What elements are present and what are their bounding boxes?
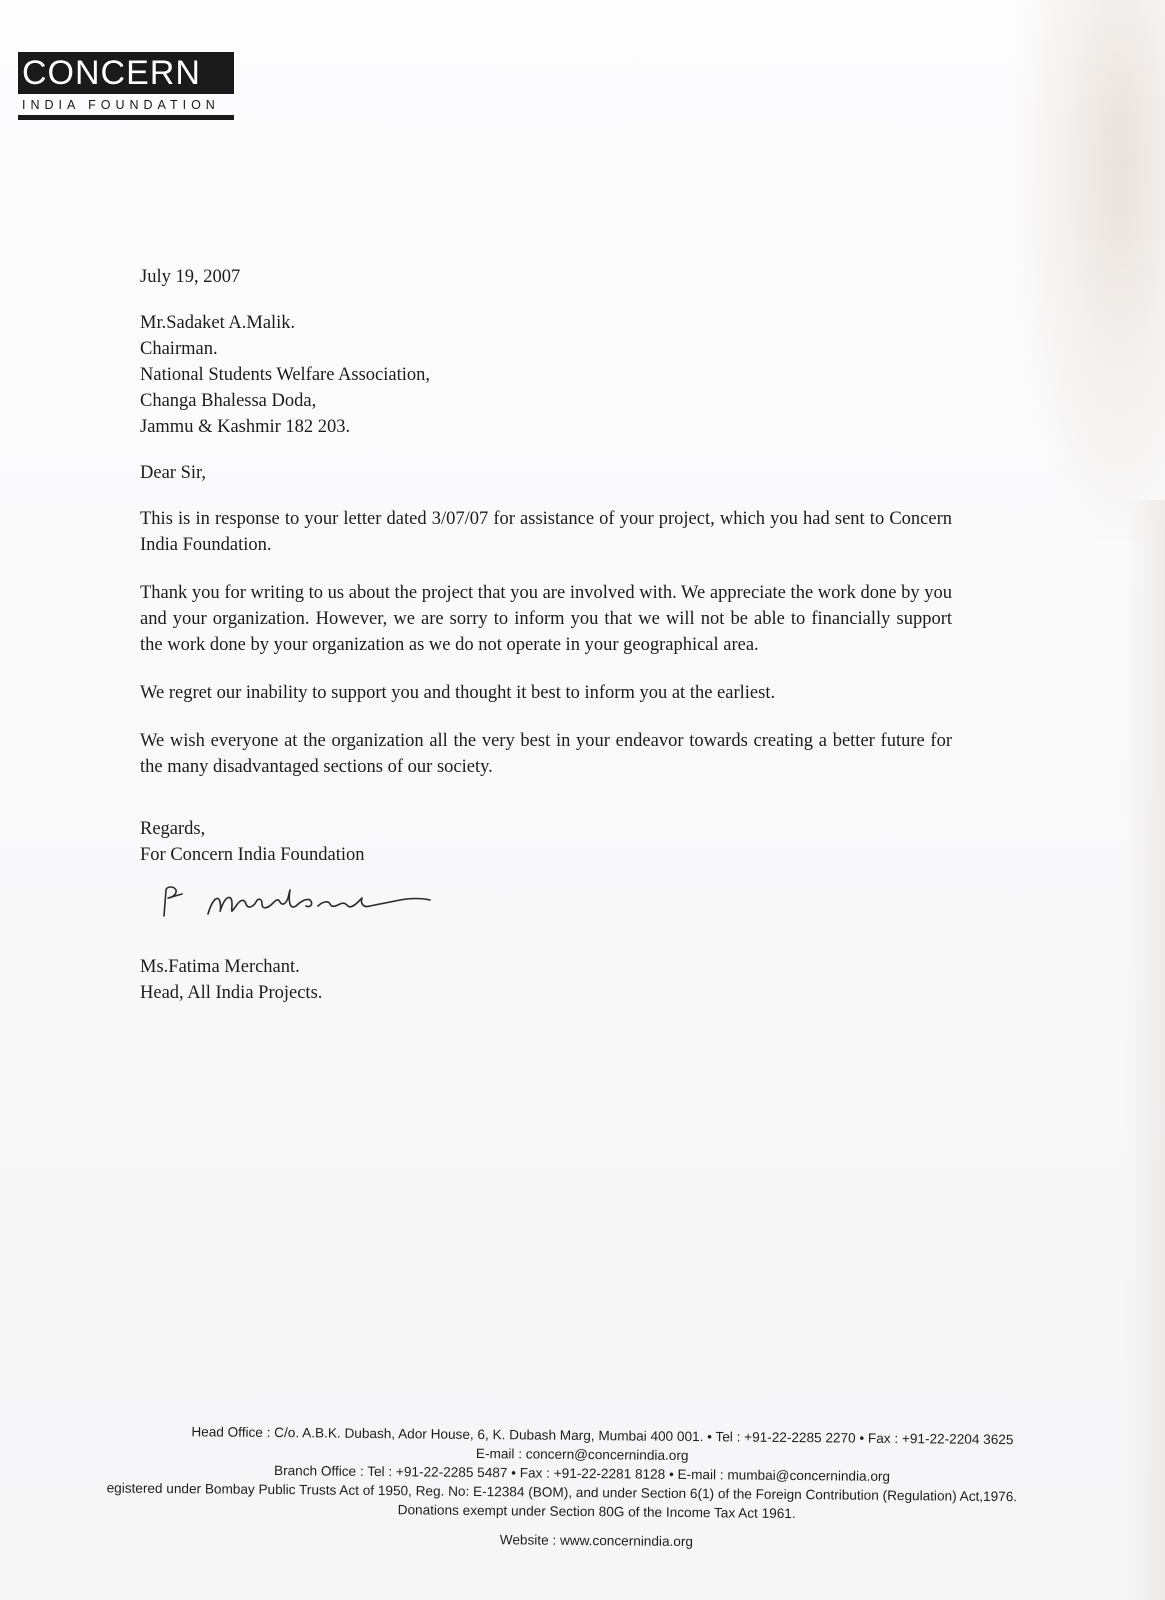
footer-branch-office: Branch Office : Tel : +91-22-2285 5487 • Fax : +91-22-2281 8128 • E-mail : mumbai@concernindia.org <box>273 1463 891 1484</box>
closing-regards: Regards, <box>140 819 206 839</box>
recipient-street: Changa Bhalessa Doda, <box>140 391 317 411</box>
paragraph-response: This is in response to your letter dated 3/07/07 for assistance of your project, which you had sent to Concern India Foundation. <box>140 509 952 555</box>
footer-website: Website : www.concernindia.org <box>499 1532 694 1550</box>
recipient-region: Jammu & Kashmir 182 203. <box>140 417 351 437</box>
paragraph-wishes: We wish everyone at the organization all the very best in your endeavor towards creating a better future for the many disadvantaged sections of our society. <box>140 731 952 777</box>
letter-date: July 19, 2007 <box>140 267 241 287</box>
paragraph-decline: Thank you for writing to us about the project that you are involved with. We appreciate the work done by you and your organization. However, we are sorry to inform you that we will not be able to financially support the work done by your organization as we do not operate in your geographical area. <box>140 583 952 655</box>
recipient-address <box>140 310 970 440</box>
recipient-title: Chairman. <box>140 339 218 359</box>
footer-head-office: Head Office : C/o. A.B.K. Dubash, Ador House, 6, K. Dubash Marg, Mumbai 400 001. • Tel : +91-22-2285 2270 • Fax : +91-22-2204 3625 <box>191 1424 1014 1448</box>
paper-stain <box>1015 0 1165 540</box>
handwritten-signature <box>160 876 460 932</box>
recipient-name: Mr.Sadaket A.Malik. <box>140 313 296 333</box>
salutation: Dear Sir, <box>140 463 207 483</box>
letterhead-footer <box>0 1420 1165 1555</box>
footer-email: E-mail : concern@concernindia.org <box>475 1445 689 1464</box>
letter-body <box>140 264 970 1006</box>
footer-donations: Donations exempt under Section 80G of the Income Tax Act 1961. <box>397 1502 796 1522</box>
closing-organization: For Concern India Foundation <box>140 845 365 865</box>
concern-logo <box>18 52 234 120</box>
signer-title: Head, All India Projects. <box>140 983 323 1003</box>
paragraph-regret: We regret our inability to support you and thought it best to inform you at the earliest. <box>140 683 776 703</box>
logo-underline <box>18 115 234 120</box>
footer-registration: egistered under Bombay Public Trusts Act of 1950, Reg. No: E-12384 (BOM), and under Section 6(1) of the Foreign Contribution (Regulation) Act,1976. <box>106 1480 1018 1505</box>
recipient-organization: National Students Welfare Association, <box>140 365 431 385</box>
signer-block <box>140 954 970 1006</box>
signer-name: Ms.Fatima Merchant. <box>140 957 300 977</box>
logo-wordmark: CONCERN <box>18 52 234 94</box>
closing-block <box>140 816 970 868</box>
logo-subtitle: INDIA FOUNDATION <box>22 98 220 112</box>
